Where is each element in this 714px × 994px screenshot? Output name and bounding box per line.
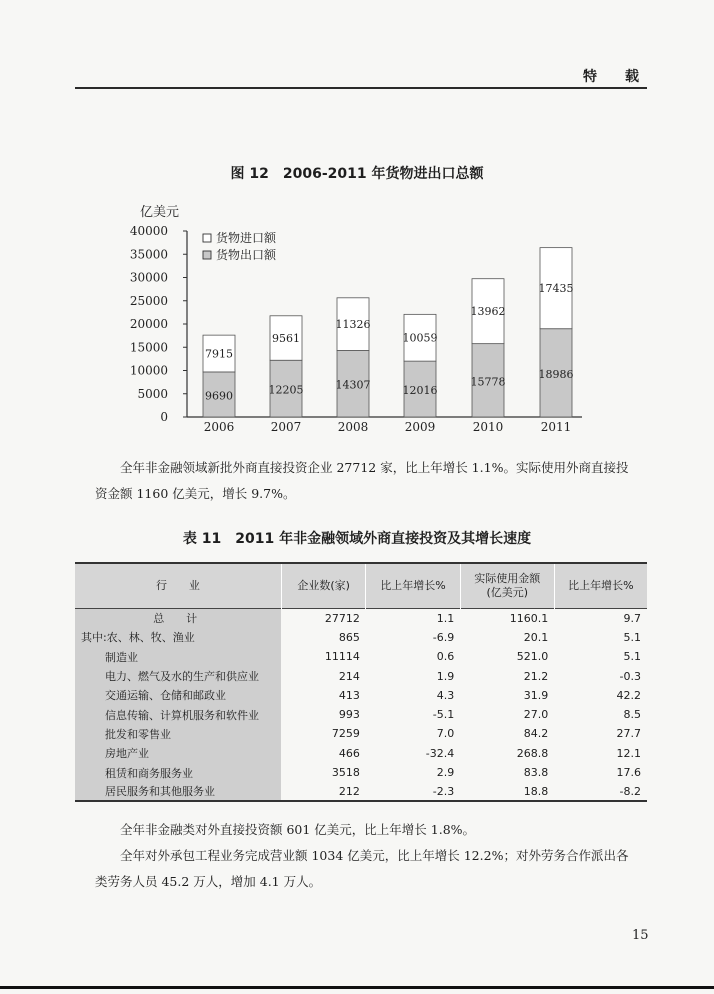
table-row (75, 705, 647, 724)
table-row (75, 666, 647, 685)
table-title: 表 11 2011 年非金融领域外商直接投资及其增长速度 (182, 531, 532, 547)
cell-industry: 租赁和商务服务业 (75, 763, 281, 782)
y-tick-label: 10000 (129, 363, 168, 378)
legend-swatch-import (203, 234, 211, 242)
y-tick-label: 20000 (129, 317, 168, 331)
cell-amount: 268.8 (516, 746, 549, 760)
cell-count-growth: 4.3 (436, 688, 455, 702)
data-label-import-2010: 13962 (470, 305, 506, 319)
page-number: 15 (632, 928, 649, 943)
col-header-count: 企业数(家) (281, 563, 365, 609)
table-row (75, 609, 647, 628)
cell-industry: 居民服务和其他服务业 (75, 782, 281, 801)
y-tick-label: 5000 (137, 386, 168, 401)
data-label-import-2007: 9561 (272, 332, 300, 346)
data-label-export-2006: 9690 (205, 389, 233, 403)
data-label-export-2009: 12016 (402, 384, 438, 398)
col-header-industry: 行 业 (75, 563, 281, 609)
cell-count-growth: -32.4 (425, 746, 455, 760)
y-tick-label: 15000 (129, 340, 168, 355)
col-header-amount: 实际使用金额 (亿美元) (460, 563, 554, 609)
cell-count-growth: -2.3 (432, 784, 455, 798)
cell-count-growth: 7.0 (436, 727, 455, 741)
legend-swatch-export (203, 251, 211, 259)
table-header-row (75, 563, 647, 609)
cell-amount-growth: 5.1 (623, 630, 641, 644)
cell-amount-growth: 8.5 (623, 708, 641, 722)
col-header-count-growth: 比上年增长% (366, 563, 460, 609)
chart-title: 图 12 2006-2011 年货物进出口总额 (230, 166, 484, 182)
fdi-industry-table (75, 562, 647, 802)
legend-label-export: 货物出口额 (216, 248, 277, 262)
cell-industry: 总 计 (75, 609, 281, 628)
legend-label-import: 货物进口额 (216, 231, 277, 245)
cell-industry: 信息传输、计算机服务和软件业 (75, 705, 281, 724)
cell-amount-growth: 42.2 (616, 688, 641, 702)
y-axis-unit-label: 亿美元 (140, 205, 180, 220)
section-header-label: 特 载 (583, 69, 646, 85)
data-label-export-2007: 12205 (268, 383, 304, 397)
data-label-import-2006: 7915 (205, 347, 233, 361)
paragraph-contracting: 全年对外承包工程业务完成营业额 1034 亿美元，比上年增长 12.2%；对外劳务合作派出各 (120, 848, 629, 863)
data-label-import-2009: 10059 (402, 331, 438, 345)
cell-count-growth: 0.6 (436, 650, 455, 664)
x-tick-label-2011: 2011 (540, 420, 572, 434)
cell-amount-growth: 5.1 (623, 650, 641, 664)
cell-amount-growth: -0.3 (619, 669, 641, 683)
header-rule (75, 87, 647, 89)
x-tick-label-2009: 2009 (404, 420, 436, 434)
cell-industry: 其中:农、林、牧、渔业 (75, 628, 281, 647)
paragraph-contracting-cont: 类劳务人员 45.2 万人，增加 4.1 万人。 (95, 874, 322, 889)
cell-amount: 84.2 (523, 727, 549, 741)
y-tick-label: 0 (160, 410, 168, 424)
cell-amount-growth: -8.2 (619, 784, 641, 798)
cell-amount-growth: 12.1 (616, 746, 641, 760)
cell-count: 993 (338, 708, 360, 722)
x-tick-label-2010: 2010 (472, 420, 504, 434)
cell-industry: 制造业 (75, 647, 281, 666)
paragraph-fdi-cont: 资金额 1160 亿美元，增长 9.7%。 (95, 486, 296, 501)
table-row (75, 782, 647, 801)
table-row (75, 763, 647, 782)
paragraph-fdi: 全年非金融领域新批外商直接投资企业 27712 家，比上年增长 1.1%。实际使用外商直接投 (120, 460, 629, 475)
cell-count: 27712 (324, 611, 360, 625)
cell-count-growth: -6.9 (432, 630, 455, 644)
y-tick-label: 35000 (129, 247, 168, 262)
cell-amount: 20.1 (523, 630, 549, 644)
cell-amount: 27.0 (523, 708, 549, 722)
cell-amount: 21.2 (523, 669, 549, 683)
cell-amount: 83.8 (523, 766, 549, 780)
cell-count: 865 (338, 630, 360, 644)
y-tick-label: 30000 (129, 270, 168, 285)
data-label-export-2011: 18986 (538, 367, 574, 381)
table-row (75, 628, 647, 647)
cell-count-growth: 1.9 (436, 669, 455, 683)
cell-count-growth: 2.9 (436, 766, 455, 780)
y-tick-label: 40000 (129, 224, 168, 238)
cell-amount: 18.8 (523, 784, 549, 798)
table-row (75, 724, 647, 743)
cell-amount-growth: 9.7 (623, 611, 641, 625)
data-label-import-2008: 11326 (335, 318, 371, 332)
cell-industry: 房地产业 (75, 744, 281, 763)
bottom-rule (0, 986, 714, 989)
data-label-export-2008: 14307 (335, 378, 371, 392)
cell-count: 413 (338, 688, 360, 702)
data-label-import-2011: 17435 (538, 282, 574, 296)
cell-amount-growth: 27.7 (616, 727, 641, 741)
table-row (75, 647, 647, 666)
x-tick-label-2006: 2006 (203, 420, 235, 434)
col-header-amount-growth: 比上年增长% (554, 563, 647, 609)
cell-count: 3518 (331, 766, 360, 780)
cell-amount-growth: 17.6 (616, 766, 641, 780)
x-tick-label-2007: 2007 (270, 420, 302, 434)
cell-industry: 交通运输、仓储和邮政业 (75, 686, 281, 705)
cell-amount: 31.9 (523, 688, 549, 702)
cell-amount: 521.0 (516, 650, 549, 664)
data-label-export-2010: 15778 (470, 375, 506, 389)
cell-amount: 1160.1 (509, 611, 549, 625)
cell-industry: 批发和零售业 (75, 724, 281, 743)
table-row (75, 744, 647, 763)
table-row (75, 686, 647, 705)
x-tick-label-2008: 2008 (337, 420, 369, 434)
cell-count: 466 (338, 746, 360, 760)
cell-count: 214 (338, 669, 360, 683)
paragraph-outward-fdi: 全年非金融类对外直接投资额 601 亿美元，比上年增长 1.8%。 (120, 822, 476, 837)
cell-count: 212 (338, 784, 360, 798)
export-import-bar-chart (0, 195, 714, 440)
cell-industry: 电力、燃气及水的生产和供应业 (75, 666, 281, 685)
cell-count: 11114 (324, 650, 360, 664)
y-tick-label: 25000 (129, 293, 168, 308)
cell-count-growth: 1.1 (436, 611, 455, 625)
cell-count: 7259 (331, 727, 360, 741)
cell-count-growth: -5.1 (432, 708, 455, 722)
